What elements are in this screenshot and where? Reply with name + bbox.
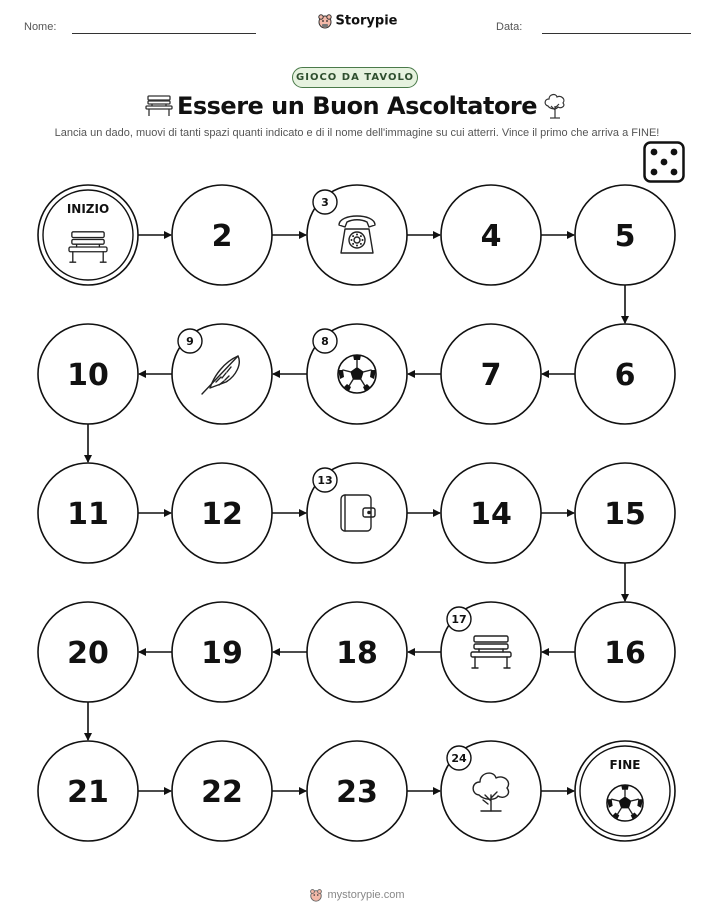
space-number: 16 <box>604 636 646 671</box>
brand-name: Storypie <box>335 13 398 29</box>
board-space-25 <box>575 741 675 841</box>
space-number: 13 <box>317 474 333 487</box>
board-space-18 <box>307 602 407 702</box>
soccer-ball-icon <box>338 355 376 393</box>
board-space-5 <box>575 185 675 285</box>
soccer-ball-icon <box>607 785 643 821</box>
space-label: FINE <box>609 758 641 772</box>
board-space-21 <box>38 741 138 841</box>
space-number: 21 <box>67 775 109 810</box>
date-label: Data: <box>496 21 523 33</box>
board-space-15 <box>575 463 675 563</box>
board-space-2 <box>172 185 272 285</box>
space-number: 19 <box>201 636 243 671</box>
space-number: 17 <box>451 613 467 626</box>
footer <box>0 888 714 902</box>
board-space-10 <box>38 324 138 424</box>
board-space-17 <box>441 602 541 702</box>
board-space-8 <box>307 324 407 424</box>
board-space-11 <box>38 463 138 563</box>
space-number: 9 <box>186 335 194 348</box>
board-space-9 <box>172 324 272 424</box>
board-space-20 <box>38 602 138 702</box>
space-label: INIZIO <box>66 202 110 216</box>
space-number: 7 <box>480 358 502 393</box>
space-number: 12 <box>201 497 243 532</box>
space-number: 10 <box>67 358 109 393</box>
page-title: Essere un Buon Ascoltatore <box>176 92 538 120</box>
board-space-14 <box>441 463 541 563</box>
board-space-16 <box>575 602 675 702</box>
storypie-logo <box>309 888 323 902</box>
board-space-23 <box>307 741 407 841</box>
space-number: 23 <box>336 775 378 810</box>
space-number: 5 <box>614 219 636 254</box>
space-number: 18 <box>336 636 378 671</box>
space-number: 3 <box>321 196 329 209</box>
board-space-3 <box>307 185 407 285</box>
board-space-6 <box>575 324 675 424</box>
category-badge: GIOCO DA TAVOLO <box>292 67 418 88</box>
footer-url: mystorypie.com <box>327 888 405 901</box>
space-number: 8 <box>321 335 329 348</box>
board-space-22 <box>172 741 272 841</box>
space-number: 15 <box>604 497 646 532</box>
name-label: Nome: <box>24 21 57 33</box>
space-number: 24 <box>451 752 467 765</box>
space-number: 11 <box>67 497 109 532</box>
space-number: 14 <box>470 497 512 532</box>
instructions: Lancia un dado, muovi di tanti spazi quanti indicato e di il nome dell'immagine su cui atterri. Vince il primo che arriva a FINE! <box>54 127 660 139</box>
space-number: 22 <box>201 775 243 810</box>
space-number: 4 <box>480 219 502 254</box>
space-number: 2 <box>211 219 233 254</box>
space-number: 20 <box>67 636 109 671</box>
board-space-13 <box>307 463 407 563</box>
board-space-19 <box>172 602 272 702</box>
board-space-4 <box>441 185 541 285</box>
board-space-24 <box>441 741 541 841</box>
space-number: 6 <box>614 358 636 393</box>
board-space-7 <box>441 324 541 424</box>
board-space-12 <box>172 463 272 563</box>
board-space-1 <box>38 185 138 285</box>
